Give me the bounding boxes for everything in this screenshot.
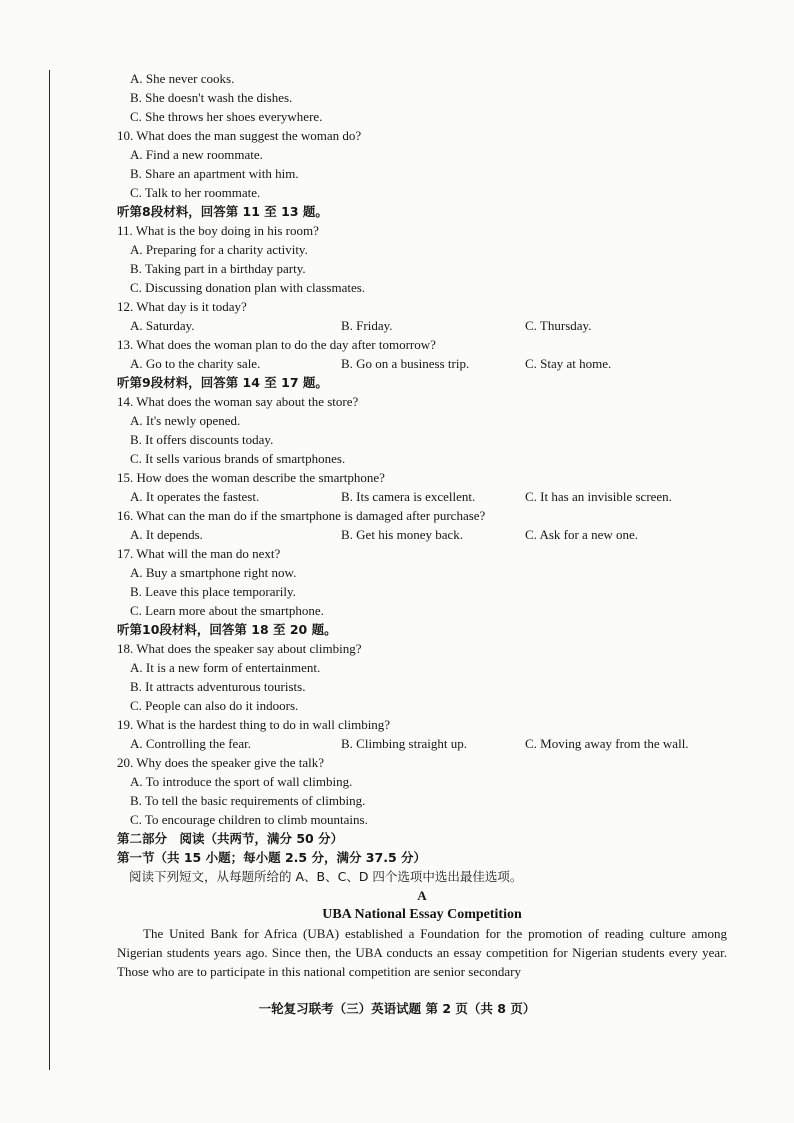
q10-question: 10. What does the man suggest the woman do?	[117, 128, 362, 143]
part2-heading: 第二部分 阅读（共两节，满分 50 分）	[117, 831, 344, 846]
q13-options	[117, 354, 727, 373]
q10-option-b: B. Share an apartment with him.	[130, 166, 299, 181]
q13-question: 13. What does the woman plan to do the day after tomorrow?	[117, 337, 436, 352]
binding-margin-line	[49, 70, 50, 1070]
q11-question: 11. What is the boy doing in his room?	[117, 223, 319, 238]
q18-option-c: C. People can also do it indoors.	[130, 698, 299, 713]
passage-paragraph	[117, 924, 727, 981]
q16-options	[117, 525, 727, 544]
section-8-heading: 听第8段材料，回答第 11 至 13 题。	[117, 204, 328, 219]
q11-option-a: A. Preparing for a charity activity.	[130, 242, 308, 257]
q15-option-a: A. It operates the fastest.	[130, 489, 260, 504]
q16-option-a: A. It depends.	[130, 527, 203, 542]
q20-option-b: B. To tell the basic requirements of climbing.	[130, 793, 366, 808]
reading-instructions: 阅读下列短文，从每题所给的 A、B、C、D 四个选项中选出最佳选项。	[129, 869, 523, 884]
q18-question: 18. What does the speaker say about climbing?	[117, 641, 362, 656]
q16-question: 16. What can the man do if the smartphone is damaged after purchase?	[117, 508, 486, 523]
q17-option-a: A. Buy a smartphone right now.	[130, 565, 297, 580]
q13-option-b: B. Go on a business trip.	[341, 356, 470, 371]
q20-question: 20. Why does the speaker give the talk?	[117, 755, 324, 770]
q9-option-c: C. She throws her shoes everywhere.	[130, 109, 323, 124]
passage-title: UBA National Essay Competition	[322, 907, 522, 922]
q13-option-a: A. Go to the charity sale.	[130, 356, 261, 371]
q9-option-b: B. She doesn't wash the dishes.	[130, 90, 293, 105]
q18-option-a: A. It is a new form of entertainment.	[130, 660, 321, 675]
passage-text: The United Bank for Africa (UBA) established a Foundation for the promotion of reading culture among Nigerian students years ago. Since then, the UBA conducts an essay competition for Nigerian students every year. Those who are to participate in this national competition are senior secondary	[117, 926, 727, 979]
q9-option-a: A. She never cooks.	[130, 71, 235, 86]
q15-option-c: C. It has an invisible screen.	[525, 489, 672, 504]
q19-option-a: A. Controlling the fear.	[130, 736, 251, 751]
page-footer: 一轮复习联考（三）英语试题 第 2 页（共 8 页）	[258, 1001, 536, 1016]
q15-option-b: B. Its camera is excellent.	[341, 489, 476, 504]
q12-option-b: B. Friday.	[341, 318, 393, 333]
q16-option-b: B. Get his money back.	[341, 527, 464, 542]
q16-option-c: C. Ask for a new one.	[525, 527, 639, 542]
exam-content	[117, 69, 727, 981]
q14-option-a: A. It's newly opened.	[130, 413, 241, 428]
q12-question: 12. What day is it today?	[117, 299, 247, 314]
q11-option-c: C. Discussing donation plan with classmates.	[130, 280, 366, 295]
q19-options	[117, 734, 727, 753]
passage-letter: A	[417, 888, 427, 903]
q20-option-a: A. To introduce the sport of wall climbing.	[130, 774, 353, 789]
q11-option-b: B. Taking part in a birthday party.	[130, 261, 306, 276]
q17-option-b: B. Leave this place temporarily.	[130, 584, 296, 599]
q20-option-c: C. To encourage children to climb mountains.	[130, 812, 368, 827]
q19-option-c: C. Moving away from the wall.	[525, 736, 689, 751]
q14-option-b: B. It offers discounts today.	[130, 432, 274, 447]
section-10-heading: 听第10段材料，回答第 18 至 20 题。	[117, 622, 337, 637]
q14-question: 14. What does the woman say about the store?	[117, 394, 359, 409]
q15-question: 15. How does the woman describe the smartphone?	[117, 470, 385, 485]
q19-option-b: B. Climbing straight up.	[341, 736, 468, 751]
q12-options	[117, 316, 727, 335]
q17-question: 17. What will the man do next?	[117, 546, 281, 561]
q10-option-c: C. Talk to her roommate.	[130, 185, 261, 200]
q12-option-a: A. Saturday.	[130, 318, 195, 333]
q13-option-c: C. Stay at home.	[525, 356, 612, 371]
q19-question: 19. What is the hardest thing to do in wall climbing?	[117, 717, 391, 732]
q17-option-c: C. Learn more about the smartphone.	[130, 603, 324, 618]
q14-option-c: C. It sells various brands of smartphones.	[130, 451, 346, 466]
q12-option-c: C. Thursday.	[525, 318, 592, 333]
q10-option-a: A. Find a new roommate.	[130, 147, 263, 162]
section1-heading: 第一节（共 15 小题；每小题 2.5 分，满分 37.5 分）	[117, 850, 426, 865]
q18-option-b: B. It attracts adventurous tourists.	[130, 679, 306, 694]
q15-options	[117, 487, 727, 506]
section-9-heading: 听第9段材料，回答第 14 至 17 题。	[117, 375, 328, 390]
